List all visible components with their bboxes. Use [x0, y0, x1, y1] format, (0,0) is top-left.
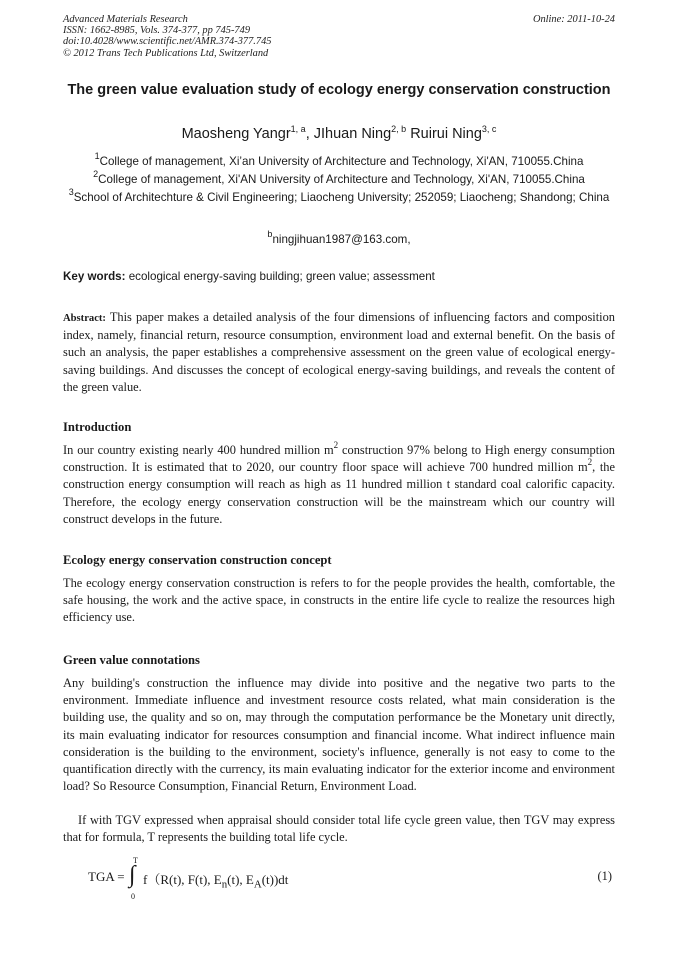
integral-sign: ∫	[129, 862, 136, 888]
author-name: JIhuan Ning	[313, 126, 392, 142]
heading-introduction: Introduction	[63, 420, 132, 434]
copyright-line: © 2012 Trans Tech Publications Ltd, Switzerland	[63, 47, 269, 59]
abstract-text: This paper makes a detailed analysis of the four dimensions of influencing factors and composition index, namely, financial return, resource consumption, environment load and external benefit. On the basis of such an analysis, the paper establishes a comprehensive assessment on the green value of ecological energy-saving buildings. And discusses the concept of ecological energy-saving buildings, and reveals the content of the green value.	[63, 310, 616, 394]
keywords	[63, 269, 615, 285]
affiliation-2: $^2$College of management, Xi'AN University of Architecture and Technology, Xi'AN, 710055.China	[93, 169, 585, 186]
heading-concept: Ecology energy conservation construction concept	[63, 553, 332, 567]
concept-paragraph: The ecology energy conservation construction is refers to for the people provides the health, comfortable, the safe housing, the work and the active space, in constructs in the entire life cycle to realize the resources high efficiency use.	[63, 576, 615, 625]
keywords-text: ecological energy-saving building; green value; assessment	[128, 270, 435, 283]
online-date: Online: 2011-10-24	[532, 14, 615, 25]
author-sup: 1, a	[290, 124, 306, 134]
author-sup: 3, c	[481, 124, 497, 134]
author-list: Maosheng Yangr$^{1, a}$, JIhuan Ning$^{2, b}$ Ruirui Ning$^{3, c}$	[181, 124, 497, 142]
integral-upper-limit: T	[133, 856, 138, 865]
doi-line[interactable]: doi:10.4028/www.scientific.net/AMR.374-377.745	[63, 36, 272, 48]
affiliations	[63, 153, 615, 207]
abstract	[63, 309, 615, 396]
abstract-label: Abstract:	[63, 313, 106, 324]
paper-title: The green value evaluation study of ecology energy conservation construction	[67, 82, 611, 98]
email-link[interactable]: ningjihuan1987@163.com,	[272, 233, 411, 246]
issn-line: ISSN: 1662-8985, Vols. 374-377, pp 745-749	[63, 25, 251, 37]
author-email: $^b$ningjihuan1987@163.com,	[267, 229, 411, 246]
equation-body: f（R(t), F(t), $E_n(t)$, $E_A(t))dt$	[143, 872, 289, 891]
green-value-paragraph-1: Any building's construction the influence may divide into positive and the negative two parts to the environment. Immediate influence and investment resource costs related, what main consideration is the building use, the quality and so on, may through the computation performance be the Monetary unit directly, its main evaluating indicator for resources consumption and financial income. What indirect influence main consideration is the building to the environment, society's influence, generally is not easy to come to the quantification directly with the currency, its main evaluating indicator for the exterior income and environment load? So Resource Consumption, Financial Return, Environment Load.	[63, 676, 615, 794]
journal-header	[63, 14, 615, 59]
author-name: Ruirui Ning	[410, 126, 482, 142]
integral-lower-limit: 0	[131, 892, 135, 901]
keywords-label: Key words:	[63, 270, 126, 283]
affiliation-3: $^3$School of Architechture & Civil Engineering; Liaocheng University; 252059; Liaocheng; Shandong; China	[68, 187, 610, 204]
equation-lhs: TGA =	[88, 869, 125, 884]
author-sup: 2, b	[391, 124, 407, 134]
affiliation-1: $^1$College of management, Xi’an University of Architecture and Technology, Xi'AN, 710055.China	[94, 151, 584, 168]
author-name: Maosheng Yangr	[181, 126, 291, 142]
equation-1	[63, 855, 615, 915]
intro-paragraph: In our country existing nearly 400 hundred million $m^2$ construction 97% belong to High energy consumption construction. It is estimated that to 2020, our country floor space will achieve 700 hundred million $m^2$, the construction energy consumption will reach as high as 11 hundred million t standard coal calorific capacity. Therefore, the ecology energy conservation construction will be the mainstream which our country will construct develops in the future.	[63, 440, 615, 526]
green-value-paragraph-2: If with TGV expressed when appraisal should consider total life cycle green value, then TGV may express that for formula, T represents the building total life cycle.	[63, 813, 615, 845]
heading-green-value: Green value connotations	[63, 653, 200, 667]
journal-name: Advanced Materials Research	[63, 14, 188, 25]
equation-number: (1)	[597, 869, 612, 883]
